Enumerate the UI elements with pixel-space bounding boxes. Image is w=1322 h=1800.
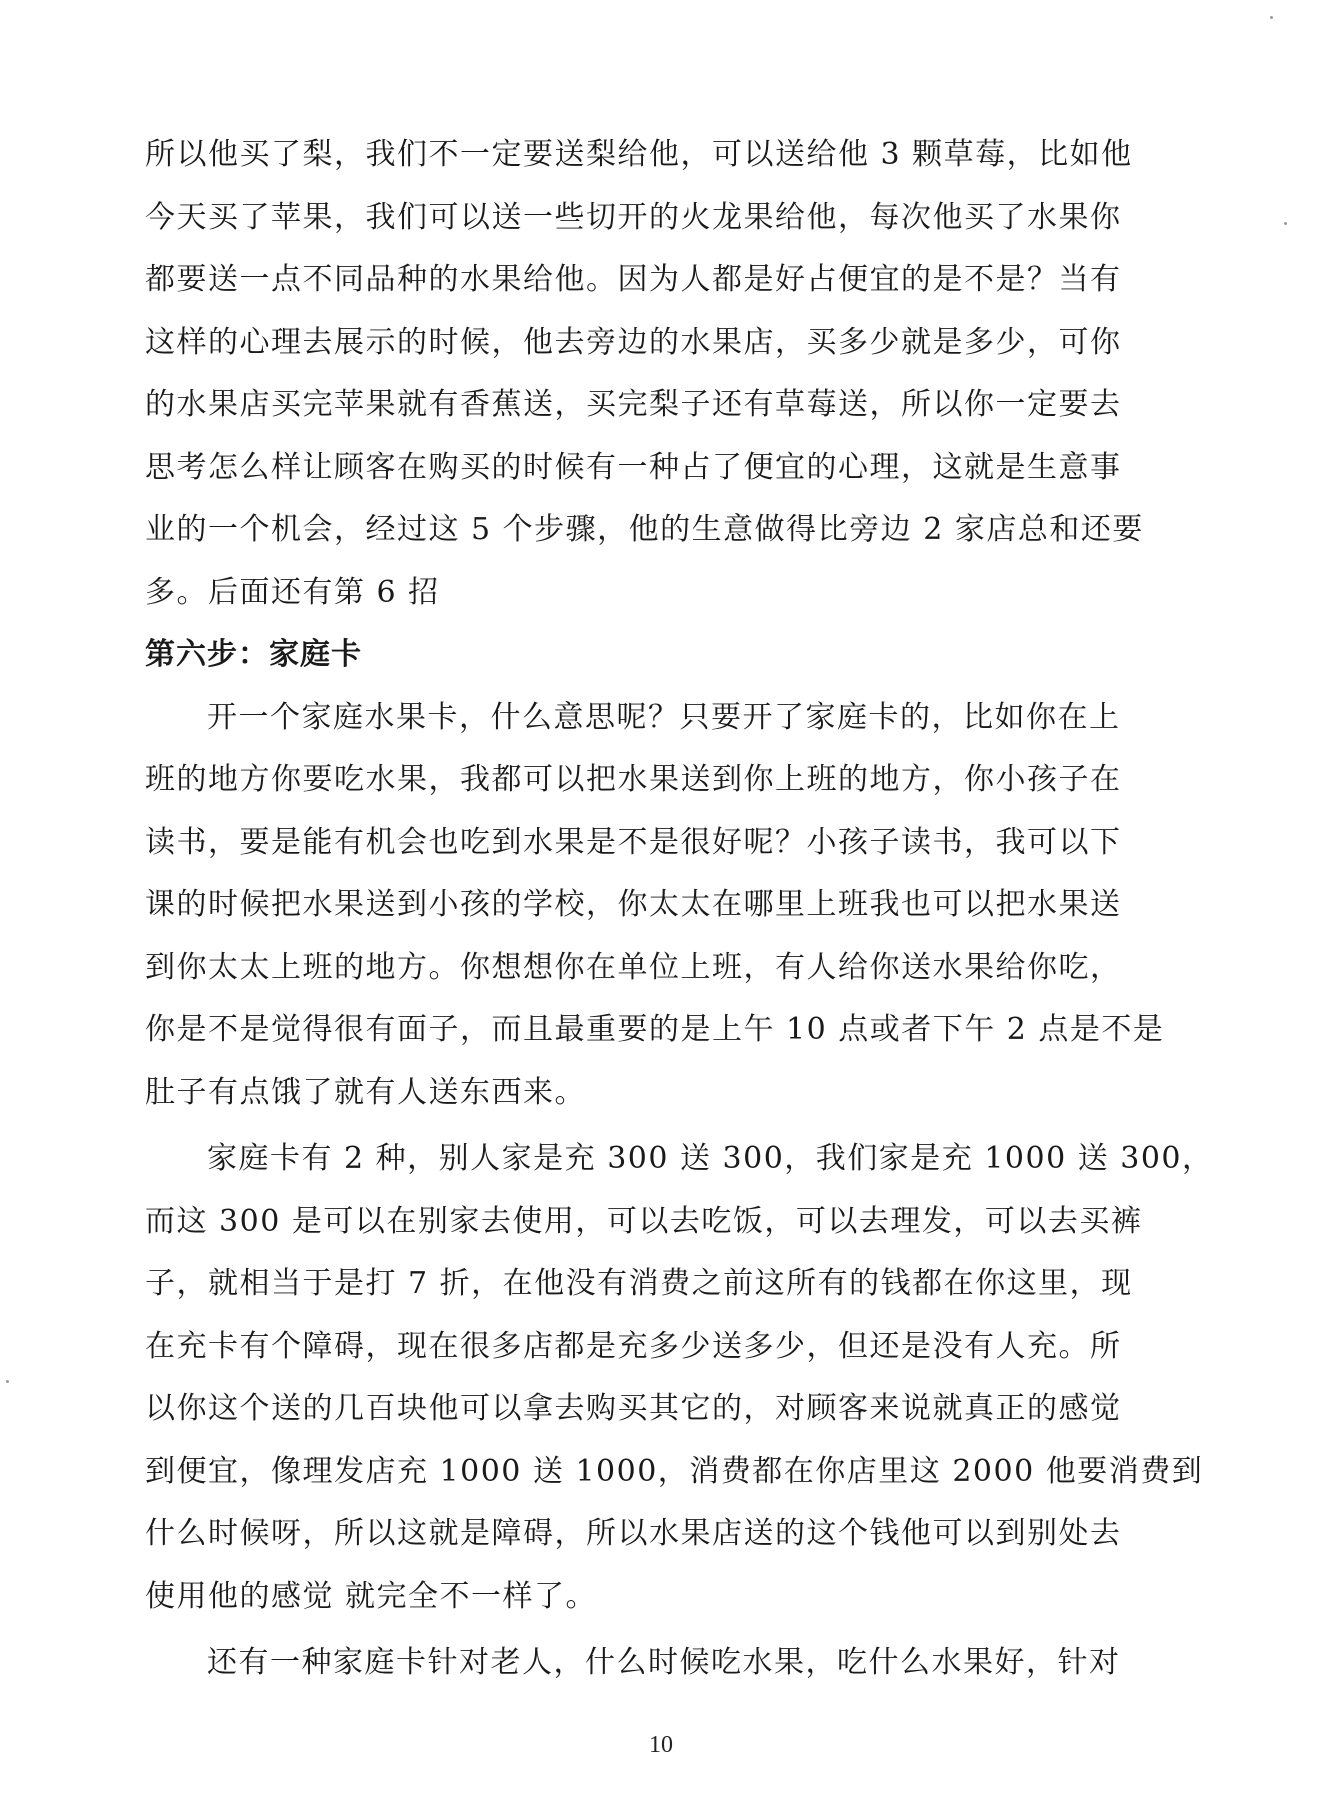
text-line: 读书，要是能有机会也吃到水果是不是很好呢？小孩子读书，我可以下 [145, 824, 1122, 860]
document-body [145, 124, 1214, 1695]
text-line: 今天买了苹果，我们可以送一些切开的火龙果给他，每次他买了水果你 [145, 199, 1122, 235]
text-line: 子，就相当于是打 7 折，在他没有消费之前这所有的钱都在你这里，现 [145, 1266, 1133, 1301]
paragraph-4 [145, 1632, 1145, 1695]
text-line: 这样的心理去展示的时候，他去旁边的水果店，买多少就是多少，可你 [145, 324, 1122, 360]
text-line: 肚子有点饿了就有人送东西来。 [145, 1074, 586, 1110]
section-heading: 第六步：家庭卡 [145, 637, 362, 672]
text-line: 到你太太上班的地方。你想想你在单位上班，有人给你送水果给你吃， [145, 949, 1122, 985]
scan-speck [1270, 16, 1273, 19]
text-line: 多。后面还有第 6 招 [145, 574, 440, 610]
paragraph-1 [145, 124, 1145, 624]
text-line: 还有一种家庭卡针对老人，什么时候吃水果，吃什么水果好，针对 [207, 1645, 1121, 1680]
text-line: 在充卡有个障碍，现在很多店都是充多少送多少，但还是没有人充。所 [145, 1328, 1122, 1364]
text-line: 家庭卡有 2 种，别人家是充 300 送 300，我们家是充 1000 送 300， [207, 1141, 1214, 1176]
text-line: 业的一个机会，经过这 5 个步骤，他的生意做得比旁边 2 家店总和还要 [145, 512, 1144, 547]
text-line: 所以他买了梨，我们不一定要送梨给他，可以送给他 3 颗草莓，比如他 [145, 137, 1133, 172]
text-line: 思考怎么样让顾客在购买的时候有一种占了便宜的心理，这就是生意事 [145, 449, 1122, 485]
text-line: 以你这个送的几百块他可以拿去购买其它的，对顾客来说就真正的感觉 [145, 1391, 1122, 1426]
paragraph-3 [145, 1128, 1214, 1628]
scan-speck [1284, 222, 1287, 225]
page-number: 10 [649, 1732, 673, 1758]
text-line: 班的地方你要吃水果，我都可以把水果送到你上班的地方，你小孩子在 [145, 762, 1122, 797]
text-line: 到便宜，像理发店充 1000 送 1000，消费都在你店里这 2000 他要消费到 [145, 1453, 1204, 1489]
paragraph-2 [145, 687, 1165, 1125]
text-line: 你是不是觉得很有面子，而且最重要的是上午 10 点或者下午 2 点是不是 [145, 1012, 1165, 1047]
text-line: 开一个家庭水果卡，什么意思呢？只要开了家庭卡的，比如你在上 [207, 699, 1121, 735]
text-line: 什么时候呀，所以这就是障碍，所以水果店送的这个钱他可以到别处去 [145, 1516, 1122, 1551]
text-line: 都要送一点不同品种的水果给他。因为人都是好占便宜的是不是？当有 [145, 262, 1122, 297]
text-line: 课的时候把水果送到小孩的学校，你太太在哪里上班我也可以把水果送 [145, 887, 1122, 922]
text-line: 而这 300 是可以在别家去使用，可以去吃饭，可以去理发，可以去买裤 [145, 1203, 1143, 1239]
text-line: 的水果店买完苹果就有香蕉送，买完梨子还有草莓送，所以你一定要去 [145, 387, 1122, 422]
scan-speck [6, 1380, 9, 1383]
text-line: 使用他的感觉 就完全不一样了。 [145, 1578, 598, 1614]
